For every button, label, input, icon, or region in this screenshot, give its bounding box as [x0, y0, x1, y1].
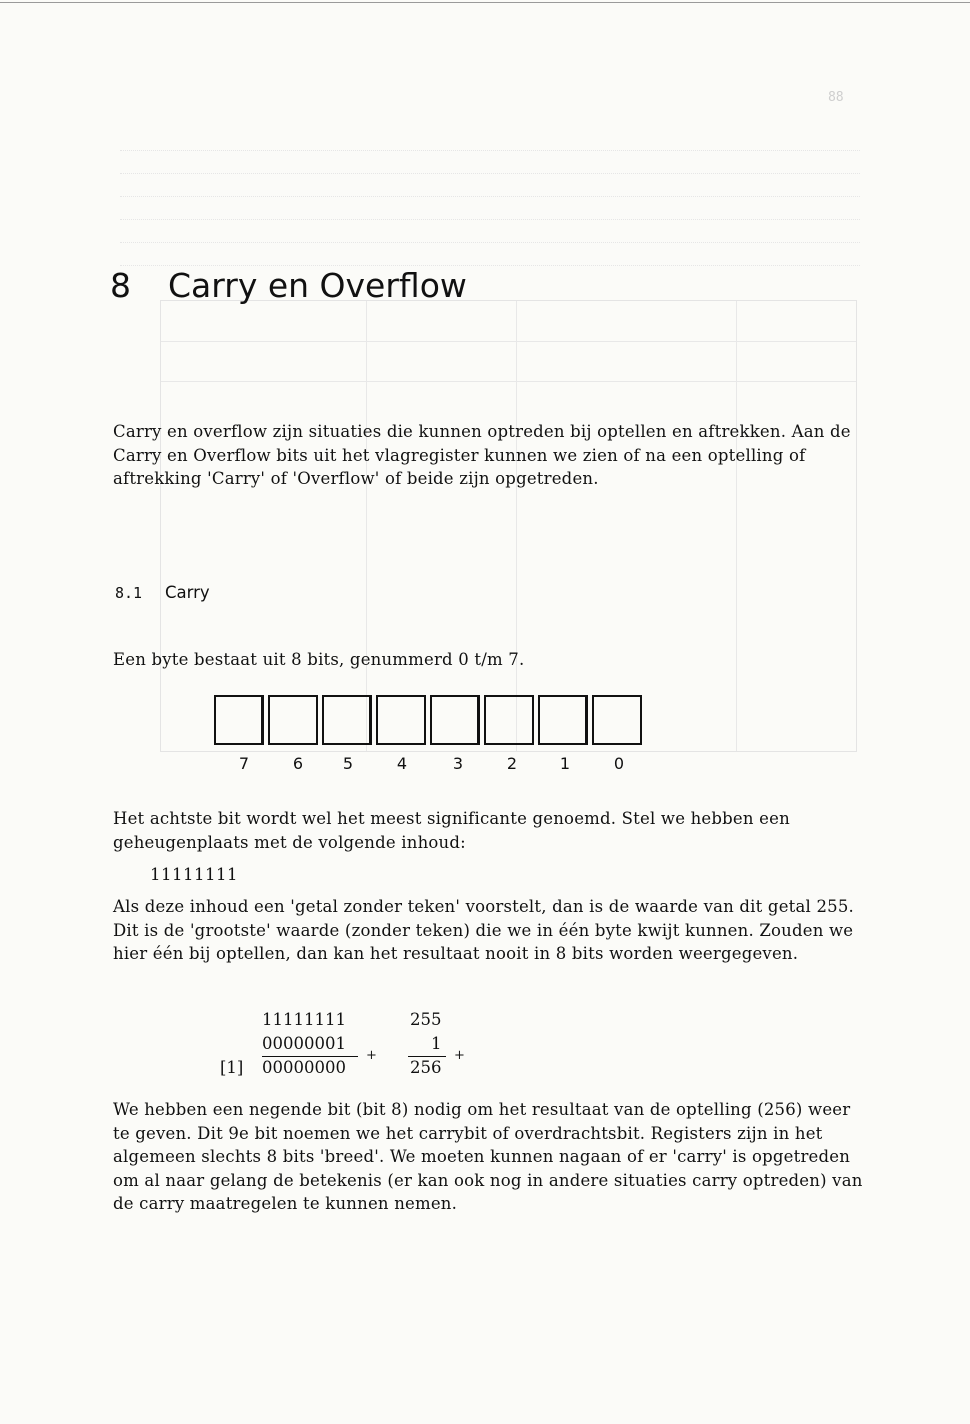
addition-example [210, 1010, 530, 1080]
decimal-result: 256 [410, 1058, 442, 1077]
bit-number: 1 [559, 754, 571, 773]
page-top-edge [0, 2, 970, 3]
bit-number: 3 [452, 754, 464, 773]
bit-number: 2 [506, 754, 518, 773]
bit-number-row [214, 754, 644, 776]
memory-value: 11111111 [150, 865, 238, 884]
decimal-operand-b: 1 [431, 1034, 442, 1053]
byte-sentence: Een byte bestaat uit 8 bits, genummerd 0 t/m 7. [113, 650, 525, 669]
bit-cell [376, 695, 426, 745]
binary-operand-a: 11111111 [262, 1010, 346, 1029]
bit-number: 5 [342, 754, 354, 773]
carry-bit: [1] [220, 1058, 244, 1077]
binary-sum-rule [262, 1056, 358, 1057]
bit-cell [214, 695, 264, 745]
binary-plus-sign: + [366, 1048, 377, 1063]
bleed-through-page-number: 88 [828, 90, 844, 105]
bit-cell [322, 695, 372, 745]
chapter-number: 8 [110, 266, 131, 305]
decimal-plus-sign: + [454, 1048, 465, 1063]
section-number: 8.1 [115, 584, 143, 602]
bit-cell [538, 695, 588, 745]
bit-number: 7 [238, 754, 250, 773]
bit-cell [268, 695, 318, 745]
intro-paragraph: Carry en overflow zijn situaties die kunnen optreden bij optellen en aftrekken. Aan de Carry en Overflow bits uit het vlagregister kunnen we zien of na een optelling of aftrekking 'Carry' of 'Overflow' of beide zijn opgetreden. [113, 422, 851, 488]
decimal-sum-rule [408, 1056, 446, 1057]
unsigned-paragraph: Als deze inhoud een 'getal zonder teken' voorstelt, dan is de waarde van dit getal 255. Dit is de 'grootste' waarde (zonder teken) die we in één byte kwijt kunnen. Zouden we hier één bij optellen, dan kan het resultaat nooit in 8 bits worden weergegeven. [113, 897, 854, 963]
section-title: Carry [165, 583, 210, 602]
bit-cell [484, 695, 534, 745]
section-heading [115, 583, 210, 602]
msb-paragraph: Het achtste bit wordt wel het meest significante genoemd. Stel we hebben een geheugenplaats met de volgende inhoud: [113, 809, 790, 852]
bit-number: 6 [292, 754, 304, 773]
bit-number: 4 [396, 754, 408, 773]
binary-operand-b: 00000001 [262, 1034, 346, 1053]
chapter-heading [110, 266, 467, 305]
bit-cell [592, 695, 642, 745]
chapter-title: Carry en Overflow [168, 266, 467, 305]
decimal-operand-a: 255 [410, 1010, 442, 1029]
bit-cell [430, 695, 480, 745]
binary-result: 00000000 [262, 1058, 346, 1077]
bit-number: 0 [613, 754, 625, 773]
bleed-through-table [160, 300, 857, 752]
carry-paragraph: We hebben een negende bit (bit 8) nodig om het resultaat van de optelling (256) weer te geven. Dit 9e bit noemen we het carrybit of overdrachtsbit. Registers zijn in het algemeen slechts 8 bits 'breed'. We moeten kunnen nagaan of er 'carry' is opgetreden om al naar gelang de betekenis (er kan ook nog in andere situaties carry optreden) van de carry maatregelen te kunnen nemen. [113, 1100, 863, 1213]
